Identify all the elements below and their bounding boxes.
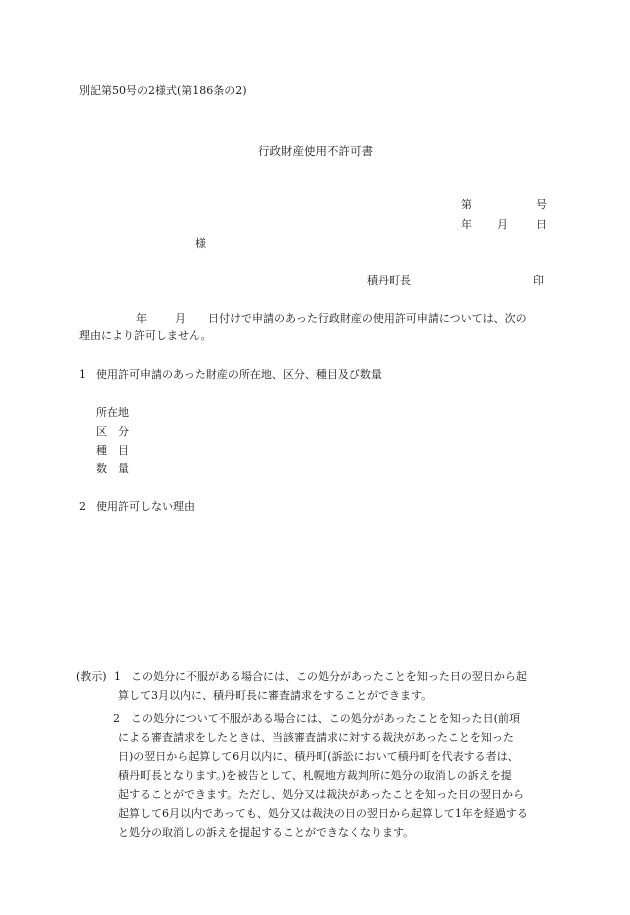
notice-2-line5: 起することができます。ただし、処分又は裁決があったことを知った日の翌日から: [118, 788, 525, 801]
property-item-type: 種 目: [96, 444, 129, 457]
property-item-category: 区 分: [96, 425, 129, 438]
issue-date-month-label: 月: [497, 218, 508, 231]
notice-2-number: 2: [113, 712, 120, 725]
property-item-quantity: 数 量: [96, 462, 129, 475]
notice-2-line1: この処分について不服がある場合には、この処分があったことを知った日(前項: [131, 712, 520, 725]
notice-2-line3: 日)の翌日から起算して6月以内に、積丹町(訴訟において積丹町を代表する者は、: [118, 750, 519, 763]
notice-prefix: (教示): [76, 670, 107, 683]
form-reference: 別記第50号の2様式(第186条の2): [79, 84, 247, 97]
section-2-heading: 使用許可しない理由: [96, 500, 195, 513]
document-number-label: 第: [461, 198, 472, 211]
issue-date-day-label: 日: [536, 218, 547, 231]
section-2-number: 2: [79, 500, 86, 513]
addressee-suffix: 様: [195, 237, 206, 250]
notice-2-line6: 起算して6月以内であっても、処分又は裁決の日の翌日から起算して1年を経過する: [118, 807, 528, 820]
issuer-name: 積丹町長: [367, 274, 411, 287]
property-item-location: 所在地: [96, 406, 129, 419]
body-year-label: 年: [136, 312, 147, 325]
body-line1-text: 日付けで申請のあった行政財産の使用許可申請については、次の: [208, 312, 527, 325]
notice-2-line2: による審査請求をしたときは、当該審査請求に対する裁決があったことを知った: [118, 731, 514, 744]
document-title: 行政財産使用不許可書: [258, 144, 373, 158]
notice-2-line7: と処分の取消しの訴えを提起することができなくなります。: [118, 826, 415, 839]
section-1-heading: 使用許可申請のあった財産の所在地、区分、種目及び数量: [96, 368, 382, 381]
notice-1-line2: 算して3月以内に、積丹町長に審査請求をすることができます。: [118, 689, 433, 702]
body-month-label: 月: [175, 312, 186, 325]
notice-1-number: 1: [114, 670, 121, 683]
issue-date-year-label: 年: [461, 218, 472, 231]
seal-mark: 印: [533, 274, 544, 287]
notice-2-line4: 積丹町長となります。)を被告として、札幌地方裁判所に処分の取消しの訴えを提: [118, 769, 512, 782]
body-paragraph-line2: 理由により許可しません。: [79, 329, 212, 342]
notice-1-line1: この処分に不服がある場合には、この処分があったことを知った日の翌日から起: [131, 670, 527, 683]
document-number-suffix: 号: [536, 198, 547, 211]
section-1-number: 1: [79, 368, 86, 381]
